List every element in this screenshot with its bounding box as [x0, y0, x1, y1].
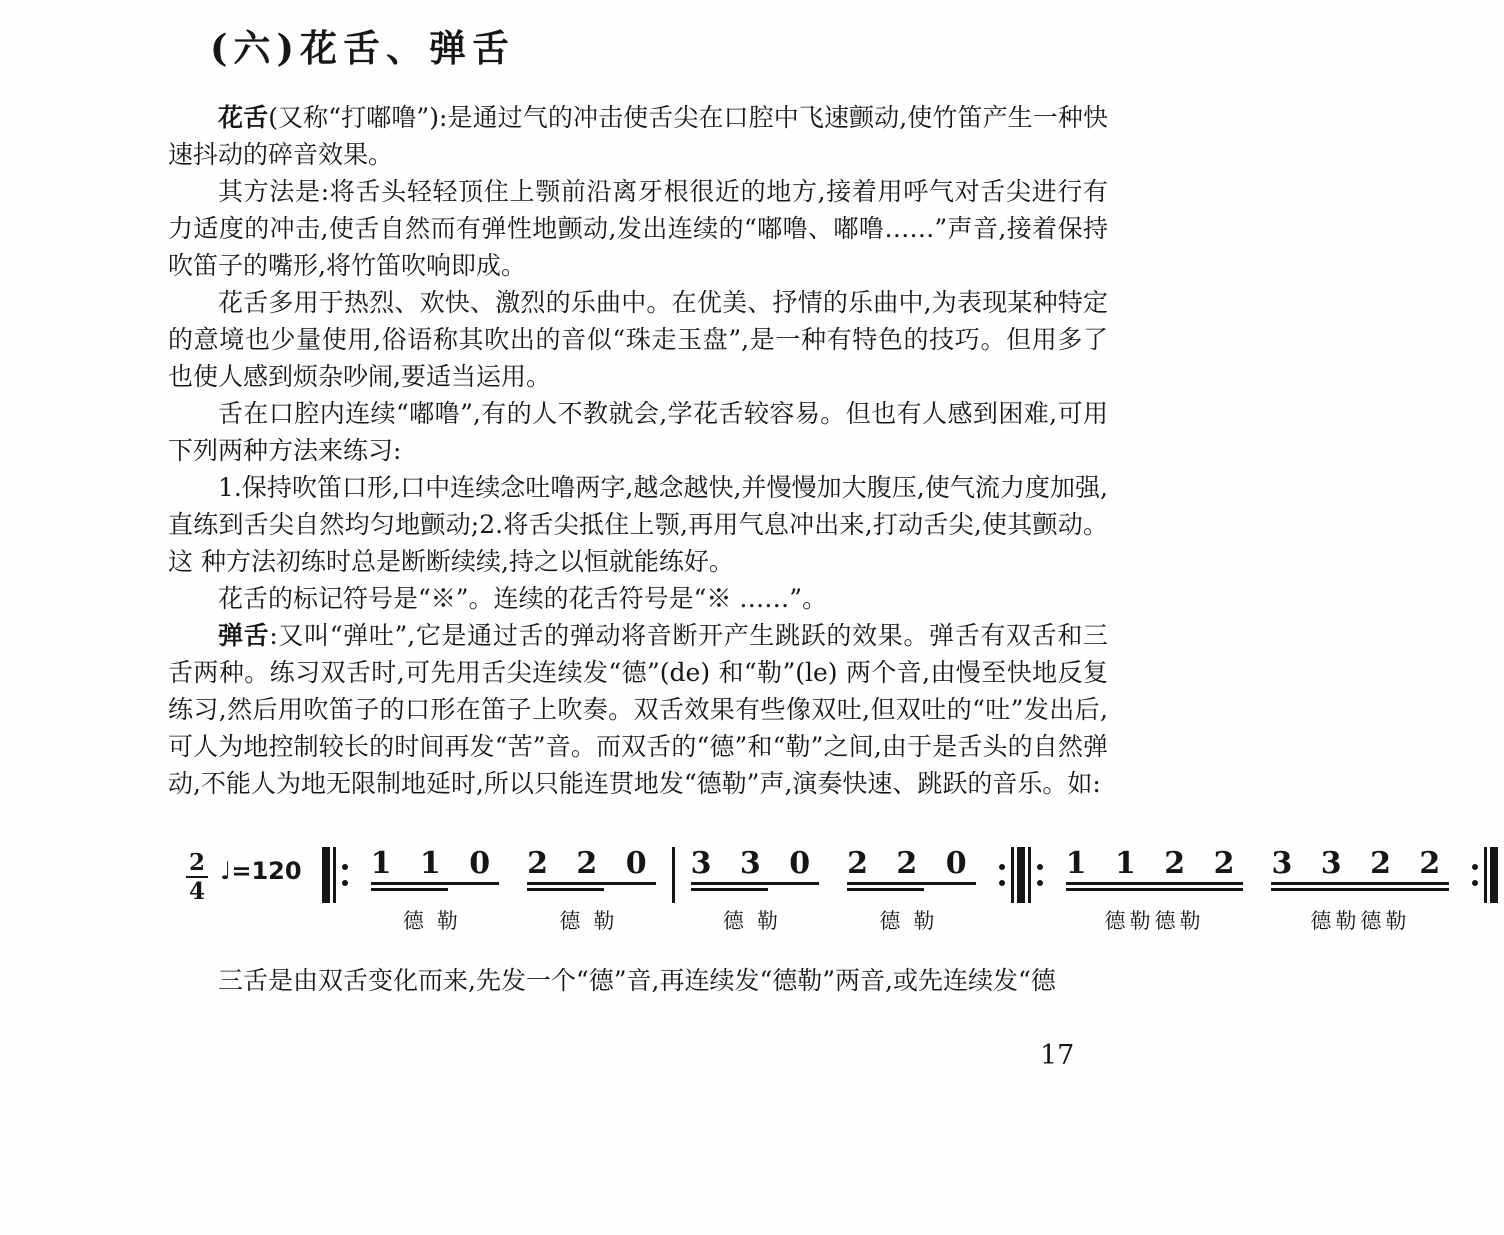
- repeat-begin-icon: [322, 847, 351, 903]
- repeat-dots-icon: [1037, 847, 1043, 903]
- beam-line: [1271, 888, 1449, 891]
- beam-line: [1271, 882, 1449, 885]
- barline-thick: [1490, 847, 1498, 903]
- repeat-dot: [342, 864, 348, 870]
- barline-thin: [1011, 847, 1014, 903]
- jianpu-notes: 1 1 2 2: [1065, 846, 1244, 881]
- quarter-note-icon: ♩: [220, 857, 232, 885]
- note-group: [371, 847, 500, 935]
- paragraph: [168, 469, 1108, 580]
- repeat-dots-icon: [342, 847, 348, 903]
- beam-line: [691, 882, 820, 885]
- beam-line: [527, 882, 656, 885]
- jianpu-notes: 1 1 0: [370, 846, 500, 881]
- time-signature: [186, 851, 208, 903]
- repeat-end-begin-icon: [996, 847, 1046, 903]
- barline-thin: [1484, 847, 1487, 903]
- repeat-dot: [1037, 864, 1043, 870]
- paragraph-text: 三舌是由双舌变化而来,先发一个“德”音,再连续发“德勒”两音,或先连续发“德: [218, 966, 1056, 995]
- repeat-end-icon: [1469, 847, 1498, 903]
- paragraph-lead: 花舌: [218, 103, 269, 132]
- body-text-after-music: [168, 962, 1108, 1007]
- beam-line: [371, 888, 448, 891]
- time-signature-denominator: 4: [189, 878, 206, 905]
- paragraph-text: :又叫“弹吐”,它是通过舌的弹动将音断开产生跳跃的效果。弹舌有双舌和三舌两种。练习双舌时,可先用舌尖连续发“德”(de) 和“勒”(le) 两个音,由慢至快地反复练习,然后用吹笛子的口形在笛子上吹奏。双舌效果有些像双吐,但双吐的“吐”发出后,可人为地控制较长的时间再发“苦”音。而双舌的“德”和“勒”之间,由于是舌头的自然弹动,不能人为地无限制地延时,所以只能连贯地发“德勒”声,演奏快速、跳跃的音乐。如:: [168, 621, 1108, 798]
- beam-line: [691, 888, 768, 891]
- paragraph-text: (又称“打嘟噜”):是通过气的冲击使舌尖在口腔中飞速颤动,使竹笛产生一种快速抖动的碎音效果。: [168, 103, 1108, 169]
- time-signature-numerator: 2: [186, 851, 208, 878]
- paragraph: [168, 617, 1108, 802]
- lyric-text: 德勒: [402, 909, 471, 933]
- beam-line: [1066, 888, 1244, 891]
- paragraph-text: 1.保持吹笛口形,口中连续念吐噜两字,越念越快,并慢慢加大腹压,使气流力度加强,直练到舌尖自然均匀地颤动;2.将舌尖抵住上颚,再用气息冲出来,打动舌尖,使其颤动。这 种方法初练时总是断断续续,持之以恒就能练好。: [168, 473, 1108, 576]
- paragraph-text: 花舌多用于热烈、欢快、激烈的乐曲中。在优美、抒情的乐曲中,为表现某种特定的意境也少量使用,俗语称其吹出的音似“珠走玉盘”,是一种有特色的技巧。但用多了也使人感到烦杂吵闹,要适当运用。: [168, 288, 1108, 391]
- barline-thick: [1017, 847, 1025, 903]
- note-group: [847, 847, 976, 935]
- paragraph-text: 花舌的标记符号是“※”。连续的花舌符号是“※ ……”。: [218, 584, 828, 613]
- lyric-text: 德勒: [722, 909, 791, 933]
- barline-thin: [1028, 847, 1031, 903]
- paragraph: [168, 99, 1108, 173]
- music-measures: [316, 847, 1504, 935]
- barline-icon: [672, 847, 675, 903]
- beam-line: [847, 888, 924, 891]
- repeat-dot: [1037, 880, 1043, 886]
- paragraph-lead: 弹舌: [218, 621, 270, 650]
- page-number: 17: [1040, 1040, 1075, 1071]
- barline-thin: [333, 847, 336, 903]
- repeat-dot: [1472, 864, 1478, 870]
- tempo-value: =120: [231, 857, 302, 885]
- lyric-text: 德勒德勒: [1310, 909, 1411, 933]
- jianpu-notes: 3 3 0: [690, 846, 820, 881]
- lyric-text: 德勒: [879, 909, 948, 933]
- music-notation: [186, 846, 1450, 947]
- paragraph: [168, 962, 1108, 999]
- repeat-dot: [342, 880, 348, 886]
- note-group: [1271, 847, 1449, 935]
- beam-line: [371, 882, 500, 885]
- repeat-dots-icon: [999, 847, 1005, 903]
- beam-line: [527, 888, 604, 891]
- barline-thick: [322, 847, 330, 903]
- repeat-dot: [999, 864, 1005, 870]
- beam-line: [847, 882, 976, 885]
- paragraph: [168, 395, 1108, 469]
- body-text: [168, 99, 1108, 802]
- jianpu-notes: 2 2 0: [527, 846, 656, 881]
- paragraph: [168, 173, 1108, 284]
- page-title: (六)花舌、弹舌: [210, 26, 516, 70]
- repeat-dots-icon: [1472, 847, 1478, 903]
- repeat-dot: [999, 880, 1005, 886]
- note-group: [691, 847, 820, 935]
- paragraph-text: 其方法是:将舌头轻轻顶住上颚前沿离牙根很近的地方,接着用呼气对舌尖进行有力适度的冲击,使舌自然而有弹性地颤动,发出连续的“嘟噜、嘟噜……”声音,接着保持吹笛子的嘴形,将竹笛吹响即成。: [168, 177, 1108, 280]
- repeat-dot: [1472, 880, 1478, 886]
- tempo-marking: [220, 857, 302, 885]
- note-group: [527, 847, 656, 935]
- lyric-text: 德勒德勒: [1104, 909, 1205, 933]
- jianpu-notes: 3 3 2 2: [1271, 846, 1450, 881]
- beam-line: [1066, 882, 1244, 885]
- lyric-text: 德勒: [559, 909, 628, 933]
- paragraph: [168, 580, 1108, 617]
- jianpu-notes: 2 2 0: [847, 846, 976, 881]
- paragraph-text: 舌在口腔内连续“嘟噜”,有的人不教就会,学花舌较容易。但也有人感到困难,可用下列两种方法来练习:: [168, 399, 1108, 465]
- note-group: [1066, 847, 1244, 935]
- paragraph: [168, 284, 1108, 395]
